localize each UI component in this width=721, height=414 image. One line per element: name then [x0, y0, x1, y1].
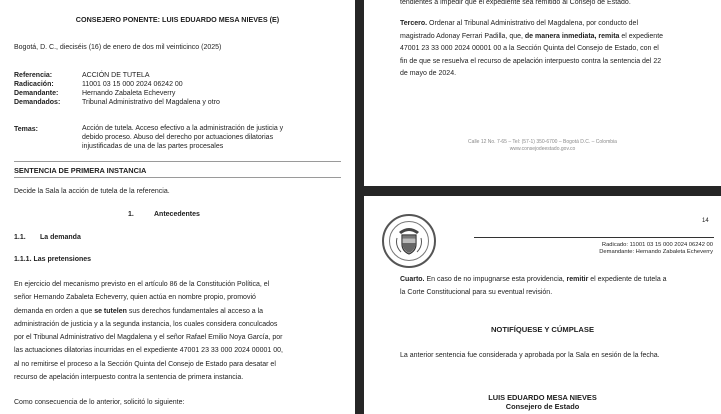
- meta-value: ACCIÓN DE TUTELA: [82, 72, 150, 79]
- divider: [14, 161, 341, 162]
- meta-label: Referencia:: [14, 72, 53, 79]
- body-line: al no remitirse el proceso a la Sección Quinta del Consejo de Estado para desatar el: [14, 360, 276, 368]
- tercero-line: 47001 23 33 000 2024 00001 00 a la Sección Quinta del Consejo de Estado, con el: [400, 45, 659, 53]
- aprobada-line: La anterior sentencia fue considerada y aprobada por la Sala en sesión de la fecha.: [400, 352, 660, 359]
- body-line: señor Hernando Zabaleta Echeverry, quien actúa en nombre propio, promovió: [14, 294, 256, 302]
- cuarto-line: la Corte Constitucional para su eventual revisión.: [400, 289, 553, 296]
- divider: [14, 177, 341, 178]
- tercero-paragraph: [400, 18, 708, 81]
- sentencia-title: SENTENCIA DE PRIMERA INSTANCIA: [14, 166, 147, 175]
- page-footer-website: www.consejodeestado.gov.co: [509, 146, 576, 152]
- signer-name: LUIS EDUARDO MESA NIEVES: [488, 393, 597, 402]
- tercero-line: magistrado Adonay Ferrari Padilla, que, de manera inmediata, remita el expediente: [400, 32, 664, 40]
- meta-value: Tribunal Administrativo del Magdalena y otro: [82, 99, 220, 106]
- signer-title: Consejero de Estado: [505, 402, 580, 411]
- cuarto-paragraph: [400, 273, 718, 299]
- document-page-right-bottom: [364, 196, 721, 414]
- body-line: En ejercicio del mecanismo previsto en el artículo 86 de la Constitución Política, el: [14, 281, 270, 288]
- temas-line: Acción de tutela. Acceso efectivo a la administración de justicia y: [82, 125, 284, 132]
- body-line: administración de justicia y a la segunda instancia, los cuales considera conculcados: [14, 320, 278, 328]
- meta-label: Demandante:: [14, 90, 59, 97]
- page-number: 14: [702, 218, 709, 224]
- decide-line: Decide la Sala la acción de tutela de la referencia.: [14, 188, 170, 195]
- body-line: demanda en orden a que se tutelen sus derechos fundamentales al acceso a la: [14, 307, 264, 315]
- header-demandante: Demandante: Hernando Zabaleta Echeverry: [599, 249, 713, 255]
- subsection-heading-demanda: La demanda: [40, 234, 81, 241]
- meta-value: Hernando Zabaleta Echeverry: [82, 90, 176, 97]
- body-line: por el Tribunal Administrativo del Magdalena y el señor Rafael Emilio Noya García, por: [14, 334, 283, 342]
- section-heading-antecedentes: Antecedentes: [154, 211, 200, 218]
- ponente-header: CONSEJERO PONENTE: LUIS EDUARDO MESA NIEVES (E): [75, 15, 280, 24]
- header-radicado: Radicado: 11001 03 15 000 2024 06242 00: [601, 242, 713, 248]
- date-line: Bogotá, D. C., dieciséis (16) de enero de dos mil veinticinco (2025): [14, 44, 222, 51]
- page-footer-address: Calle 12 No. 7-65 – Tel: (57-1) 350-6700 – Bogotá D.C. – Colombia: [468, 139, 617, 145]
- temas-label: Temas:: [14, 126, 38, 133]
- document-page-right-top: [364, 0, 721, 186]
- subsection-heading-pretensiones: 1.1.1. Las pretensiones: [14, 256, 92, 263]
- subsection-number: 1.1.: [14, 234, 26, 241]
- notifiquese-heading: NOTIFÍQUESE Y CÚMPLASE: [490, 325, 595, 334]
- tercero-line: fin de que se resuelva el recurso de apelación interpuesto contra la sentencia del 22: [400, 57, 662, 65]
- meta-label: Demandados:: [14, 99, 61, 106]
- meta-value: 11001 03 15 000 2024 06242 00: [82, 81, 183, 88]
- tercero-line: de mayo de 2024.: [400, 70, 457, 78]
- continuation-line: tendientes a impedir que el expediente sea remitido al Consejo de Estado.: [400, 0, 631, 6]
- body-paragraph: [14, 278, 329, 384]
- consecuencia-line: Como consecuencia de lo anterior, solicitó lo siguiente:: [14, 399, 185, 406]
- coat-of-arms-icon: [395, 226, 423, 256]
- cuarto-line: Cuarto. En caso de no impugnarse esta providencia, remitir el expediente de tutela a: [400, 276, 667, 283]
- meta-label: Radicación:: [14, 81, 54, 88]
- header-rule: [474, 237, 714, 238]
- temas-line: debido proceso. Abuso del derecho por actuaciones dilatorias: [82, 134, 274, 141]
- document-page-left: [0, 0, 355, 414]
- body-line: recurso de apelación interpuesto contra la sentencia de primera instancia.: [14, 374, 244, 382]
- body-line: las actuaciones dilatorias incurridas en el expediente 47001 23 33 000 2024 00001 00,: [14, 347, 283, 355]
- temas-line: injustificadas de una de las partes procesales: [82, 143, 224, 150]
- consejo-de-estado-seal-logo: [382, 214, 436, 268]
- section-number: 1.: [128, 211, 134, 218]
- tercero-line: Tercero. Ordenar al Tribunal Administrativo del Magdalena, por conducto del: [400, 20, 639, 27]
